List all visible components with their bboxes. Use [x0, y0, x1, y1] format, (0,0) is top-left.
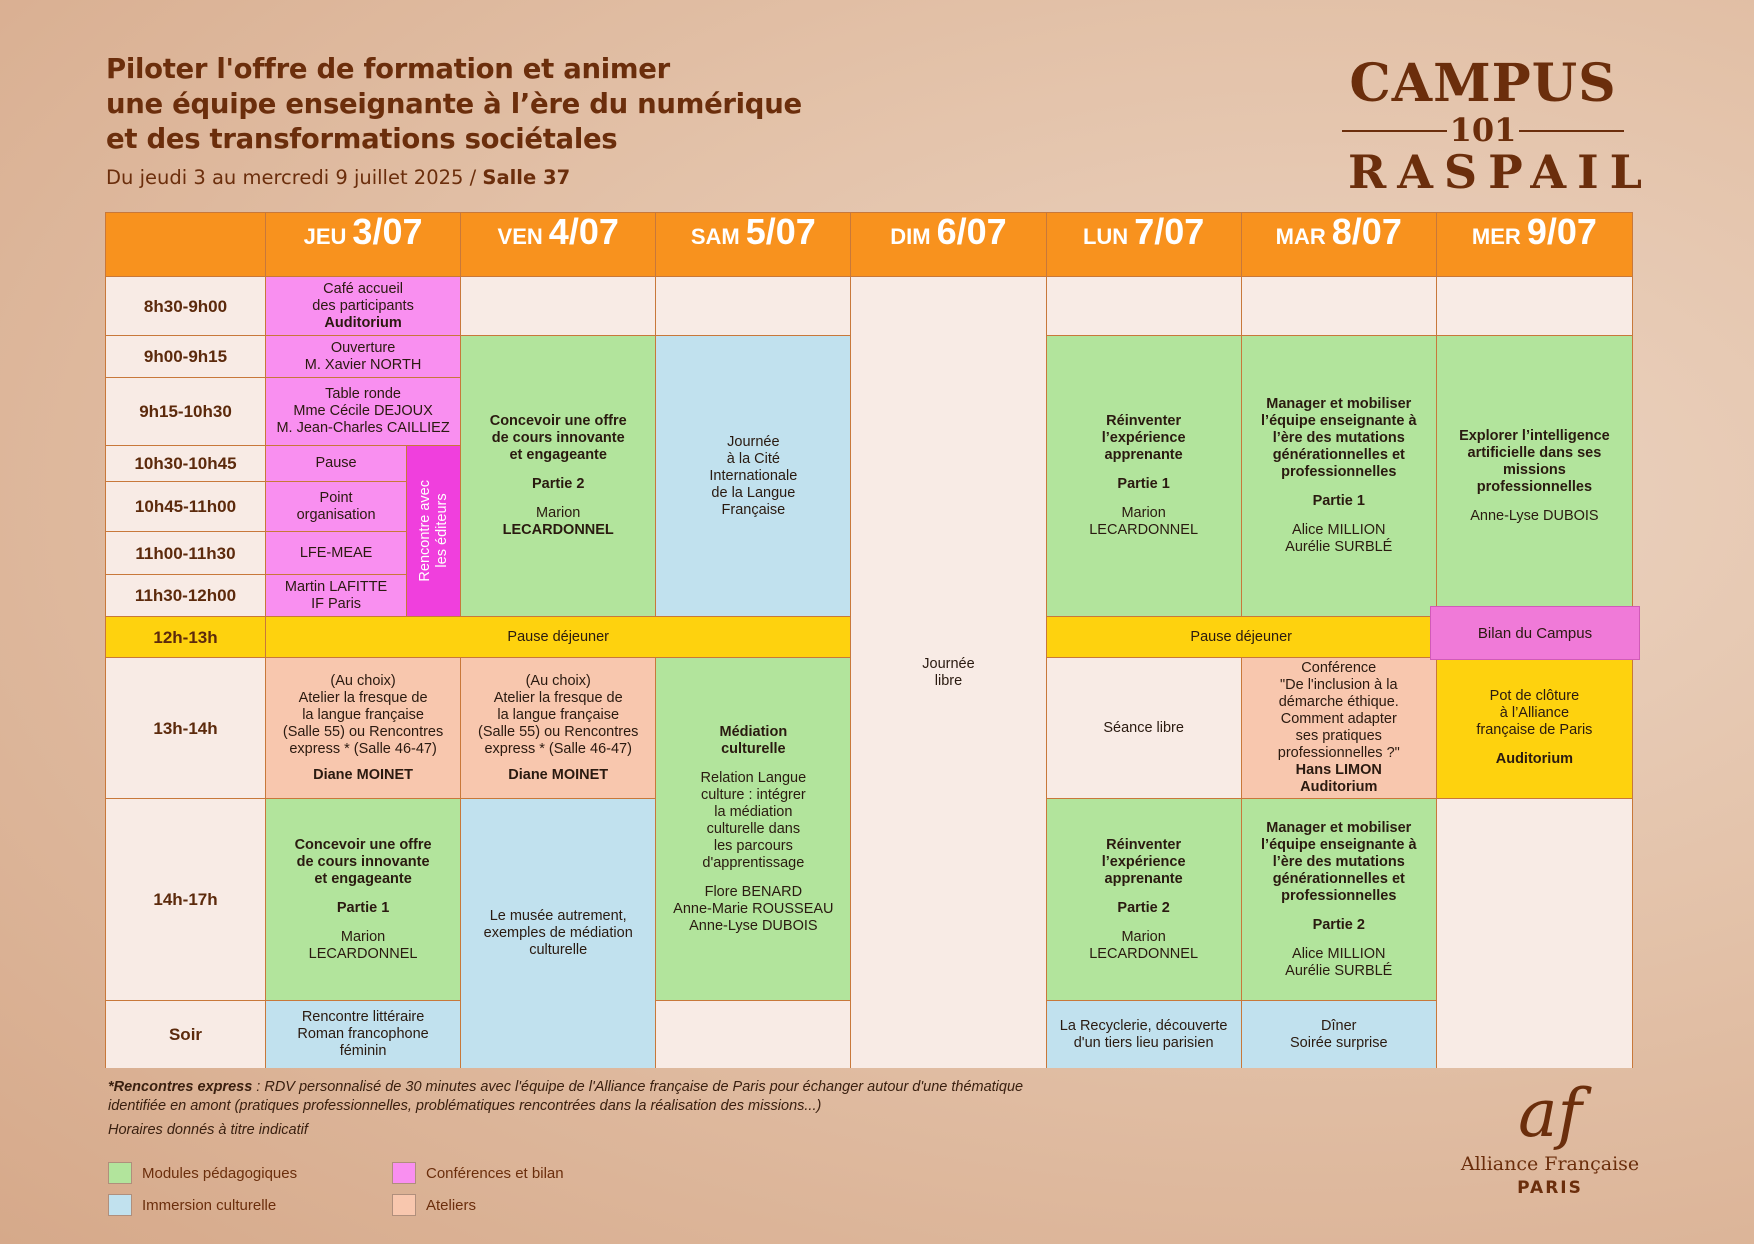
- af-city: PARIS: [1517, 1178, 1583, 1198]
- legend-swatch: [392, 1194, 416, 1216]
- empty-slot: [461, 277, 656, 336]
- logo-campus-number: 101: [1338, 113, 1628, 147]
- session-pause: Pause: [266, 446, 407, 482]
- day-header: SAM 5/07: [656, 213, 851, 277]
- time-slot: 11h00-11h30: [106, 532, 266, 575]
- session-rencontre-editeurs: Rencontre avec les éditeurs: [407, 446, 461, 617]
- af-name: Alliance Française: [1460, 1153, 1640, 1175]
- subtitle-room: Salle 37: [482, 166, 571, 189]
- session-mediation-culturelle: Médiation culturelle Relation Langue culture : intégrer la médiation culturelle dans les parcours d'apprentissage Flore BENARD Anne-Marie ROUSSEAU Anne-Lyse DUBOIS: [656, 658, 851, 1001]
- footnotes: [108, 1078, 1208, 1140]
- session-atelier-fresque: (Au choix) Atelier la fresque de la langue française (Salle 55) ou Rencontres express * (Salle 46-47) Diane MOINET: [461, 658, 656, 799]
- empty-slot: [656, 1001, 851, 1068]
- session-rencontre-litteraire: Rencontre littéraire Roman francophone féminin: [266, 1001, 461, 1068]
- legend-item-modules: Modules pédagogiques: [108, 1162, 297, 1184]
- time-slot: Soir: [106, 1001, 266, 1068]
- time-slot: 8h30-9h00: [106, 277, 266, 336]
- legend-swatch: [108, 1162, 132, 1184]
- legend-item-immersion: Immersion culturelle: [108, 1194, 276, 1216]
- session-concevoir-partie-2: Concevoir une offre de cours innovante et engageante Partie 2 Marion LECARDONNEL: [461, 336, 656, 617]
- session-cite-langue-francaise: Journée à la Cité Internationale de la Langue Française: [656, 336, 851, 617]
- session-manager-partie-1: Manager et mobiliser l’équipe enseignante à l’ère des mutations générationnelles et professionnelles Partie 1 Alice MILLION Aurélie SURBLÉ: [1242, 336, 1437, 617]
- empty-slot: [1437, 277, 1632, 336]
- alliance-francaise-logo: [1460, 1075, 1640, 1200]
- legend-item-conferences: Conférences et bilan: [392, 1162, 564, 1184]
- session-manager-partie-2: Manager et mobiliser l’équipe enseignante à l’ère des mutations générationnelles et professionnelles Partie 2 Alice MILLION Aurélie SURBLÉ: [1242, 799, 1437, 1001]
- session-la-recyclerie: La Recyclerie, découverte d'un tiers lieu parisien: [1047, 1001, 1242, 1068]
- footnote-label: *Rencontres express: [108, 1079, 253, 1095]
- subtitle-dates: Du jeudi 3 au mercredi 9 juillet 2025 /: [106, 166, 477, 189]
- legend-item-ateliers: Ateliers: [392, 1194, 476, 1216]
- footnote-text: identifiée en amont (pratiques professionnelles, problématiques rencontrées dans la réalisation des missions...): [108, 1098, 822, 1114]
- day-header: LUN 7/07: [1047, 213, 1242, 277]
- session-musee-autrement: Le musée autrement, exemples de médiation culturelle: [461, 799, 656, 1068]
- session-pot-cloture: Pot de clôture à l’Alliance française de Paris Auditorium: [1437, 658, 1632, 799]
- time-slot: 10h30-10h45: [106, 446, 266, 482]
- session-point-organisation: Point organisation: [266, 482, 407, 532]
- session-conference-inclusion: Conférence "De l'inclusion à la démarche éthique. Comment adapter ses pratiques professionnelles ?" Hans LIMON Auditorium: [1242, 658, 1437, 799]
- empty-slot: [1047, 277, 1242, 336]
- session-diner-surprise: Dîner Soirée surprise: [1242, 1001, 1437, 1068]
- session-seance-libre: Séance libre: [1047, 658, 1242, 799]
- page-subtitle: [106, 166, 570, 189]
- session-intelligence-artificielle: Explorer l’intelligence artificielle dans ses missions professionnelles Anne-Lyse DUBOIS: [1437, 336, 1632, 617]
- day-header: DIM 6/07: [851, 213, 1046, 277]
- session-journee-libre: Journée libre: [851, 277, 1046, 1068]
- footnote-text: : RDV personnalisé de 30 minutes avec l'équipe de l'Alliance française de Paris pour échanger autour d'une thématique: [252, 1079, 1024, 1095]
- session-reinventer-partie-2: Réinventer l’expérience apprenante Partie 2 Marion LECARDONNEL: [1047, 799, 1242, 1001]
- session-reinventer-partie-1: Réinventer l’expérience apprenante Partie 1 Marion LECARDONNEL: [1047, 336, 1242, 617]
- day-header: JEU 3/07: [266, 213, 461, 277]
- empty-slot: [1242, 277, 1437, 336]
- legend-swatch: [108, 1194, 132, 1216]
- day-header: MER 9/07: [1437, 213, 1632, 277]
- session-cafe-accueil: Café accueil des participants Auditorium: [266, 277, 461, 336]
- footnote-hint: Horaires donnés à titre indicatif: [108, 1122, 308, 1138]
- header-corner: [106, 213, 266, 277]
- empty-slot: [656, 277, 851, 336]
- session-lfe-meae: LFE-MEAE: [266, 532, 407, 575]
- day-header: MAR 8/07: [1242, 213, 1437, 277]
- schedule-grid: [105, 212, 1633, 1068]
- session-martin-lafitte: Martin LAFITTE IF Paris: [266, 575, 407, 617]
- time-slot: 14h-17h: [106, 799, 266, 1001]
- legend-swatch: [392, 1162, 416, 1184]
- time-slot: 11h30-12h00: [106, 575, 266, 617]
- title-line: et des transformations sociétales: [106, 123, 618, 155]
- session-pause-dejeuner: Pause déjeuner: [1047, 617, 1437, 658]
- logo-campus-street: RASPAIL: [1348, 145, 1653, 199]
- title-line: une équipe enseignante à l’ère du numérique: [106, 88, 802, 120]
- title-line: Piloter l'offre de formation et animer: [106, 53, 670, 85]
- time-slot: 12h-13h: [106, 617, 266, 658]
- time-slot: 9h15-10h30: [106, 378, 266, 446]
- session-table-ronde: Table ronde Mme Cécile DEJOUX M. Jean-Charles CAILLIEZ: [266, 378, 461, 446]
- session-pause-dejeuner: Pause déjeuner: [266, 617, 851, 658]
- session-atelier-fresque: (Au choix) Atelier la fresque de la langue française (Salle 55) ou Rencontres express * (Salle 46-47) Diane MOINET: [266, 658, 461, 799]
- time-slot: 9h00-9h15: [106, 336, 266, 378]
- logo-campus-word: CAMPUS: [1349, 53, 1617, 114]
- session-ouverture: Ouverture M. Xavier NORTH: [266, 336, 461, 378]
- session-concevoir-partie-1: Concevoir une offre de cours innovante et engageante Partie 1 Marion LECARDONNEL: [266, 799, 461, 1001]
- session-bilan-campus: Bilan du Campus: [1430, 606, 1640, 660]
- af-monogram: af: [1518, 1075, 1582, 1152]
- campus-raspail-logo: [1338, 53, 1653, 199]
- page-title: [106, 52, 866, 157]
- day-header: VEN 4/07: [461, 213, 656, 277]
- time-slot: 13h-14h: [106, 658, 266, 799]
- empty-slot: [1437, 799, 1632, 1068]
- time-slot: 10h45-11h00: [106, 482, 266, 532]
